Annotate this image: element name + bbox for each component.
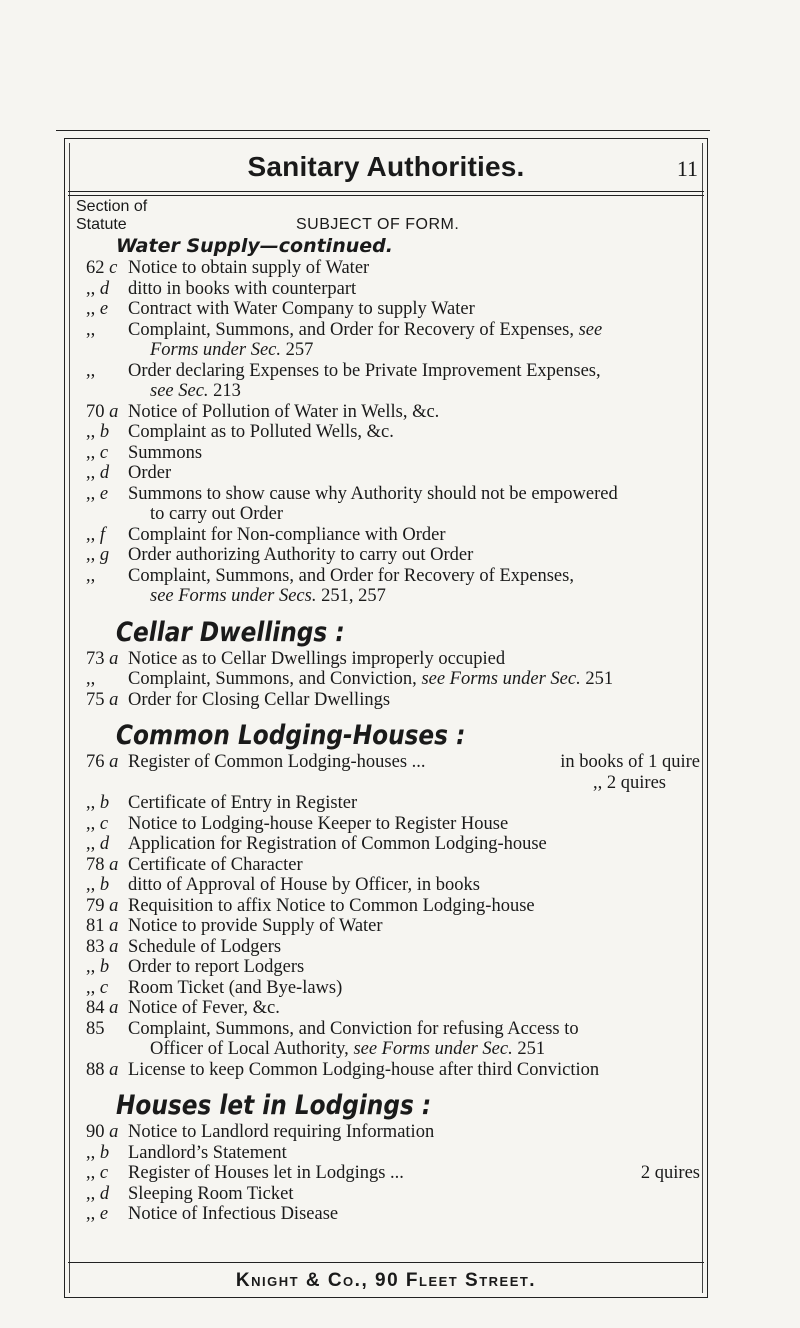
statute-subsection: a xyxy=(109,854,119,875)
form-entry xyxy=(76,320,700,361)
statute-subsection: c xyxy=(99,813,109,834)
form-entry xyxy=(76,279,700,300)
statute-ref: ,, b xyxy=(86,875,110,895)
statute-subsection: d xyxy=(99,463,110,483)
entry-text: Notice of Infectious Disease xyxy=(128,1204,339,1224)
statute-subsection: c xyxy=(99,1163,109,1183)
entry-ref-number: 251, 257 xyxy=(321,586,386,606)
entry-italic: see Sec. xyxy=(150,381,209,401)
entry-continuation xyxy=(128,586,700,607)
statute-subsection: a xyxy=(109,689,119,710)
statute-subsection: b xyxy=(99,875,110,895)
entry-italic: see xyxy=(578,319,603,340)
form-entry xyxy=(76,834,700,855)
statute-ref: 78 a xyxy=(86,854,119,875)
form-entry xyxy=(76,463,700,484)
entry-text: Certificate of Entry in Register xyxy=(128,793,358,813)
form-subject xyxy=(128,545,700,566)
column-section-label: Section of xyxy=(76,198,148,215)
entry-text: Order declaring Expenses to be Private Improvement Expenses, xyxy=(128,360,601,381)
form-subject xyxy=(128,998,700,1019)
entry-text: Register of Houses let in Lodgings ... xyxy=(128,1163,404,1183)
form-subject xyxy=(128,320,700,361)
statute-subsection: b xyxy=(99,957,110,977)
form-entry xyxy=(76,875,700,896)
section-heading: Common Lodging-Houses : xyxy=(116,720,466,751)
form-subject xyxy=(128,1122,700,1143)
page-title: Sanitary Authorities. xyxy=(247,151,525,182)
form-subject xyxy=(128,1019,700,1060)
entry-ref-number: 213 xyxy=(213,381,241,401)
form-entry xyxy=(76,484,700,525)
form-subject xyxy=(128,1184,700,1205)
statute-ref: ,, c xyxy=(86,813,109,834)
column-headers xyxy=(76,216,700,234)
form-entry xyxy=(76,855,700,876)
statute-ref: 79 a xyxy=(86,895,119,916)
entry-text: Complaint, Summons, and Order for Recovery of Expenses, xyxy=(128,565,574,586)
form-subject xyxy=(128,690,700,711)
statute-subsection: d xyxy=(99,1183,110,1204)
column-subject-label: SUBJECT OF FORM. xyxy=(296,216,460,233)
form-entry xyxy=(76,1122,700,1143)
form-entry xyxy=(76,814,700,835)
statute-ref: ,, b xyxy=(86,1142,110,1163)
entry-text: Complaint, Summons, and Conviction, xyxy=(128,669,417,689)
entry-text: Notice of Fever, &c. xyxy=(128,998,280,1018)
statute-ref: ,, b xyxy=(86,422,110,442)
footer-rule xyxy=(68,1262,704,1263)
statute-ref: ,, d xyxy=(86,278,110,299)
entry-quantity-ditto: ,, 2 quires xyxy=(593,772,666,793)
entry-text: Application for Registration of Common Lodging-house xyxy=(128,834,547,854)
statute-subsection: f xyxy=(99,524,106,545)
entry-ref-number: 251 xyxy=(585,669,614,689)
statute-subsection: c xyxy=(99,977,109,998)
form-subject xyxy=(128,422,700,443)
form-subject xyxy=(128,361,700,402)
form-list xyxy=(76,198,700,1225)
entry-italic: Forms under Sec. xyxy=(150,340,282,360)
statute-subsection: b xyxy=(99,793,110,813)
form-subject xyxy=(128,875,700,896)
statute-subsection: c xyxy=(99,442,109,463)
statute-ref: ,, c xyxy=(86,1163,109,1183)
statute-subsection: a xyxy=(109,916,119,936)
section-heading: Cellar Dwellings : xyxy=(116,616,345,648)
statute-ref: ,, xyxy=(86,565,96,586)
entry-text: Register of Common Lodging-houses ... xyxy=(128,752,426,772)
entry-text: ditto of Approval of House by Officer, in books xyxy=(128,875,480,895)
entry-ref-number: 257 xyxy=(285,340,314,360)
entry-text: Notice to obtain supply of Water xyxy=(128,258,370,278)
entry-text: Summons xyxy=(128,442,203,463)
entry-text: ditto in books with counterpart xyxy=(128,278,357,299)
entry-text: Order authorizing Authority to carry out Order xyxy=(128,545,474,565)
column-statute-label: Statute xyxy=(76,216,127,233)
entry-text: Room Ticket (and Bye-laws) xyxy=(128,977,343,998)
form-subject xyxy=(128,896,700,917)
form-subject xyxy=(128,1060,700,1081)
form-subject xyxy=(128,258,700,279)
form-subject xyxy=(128,1143,700,1164)
form-subject xyxy=(128,937,700,958)
entry-text: Requisition to affix Notice to Common Lodging-house xyxy=(128,895,535,916)
statute-subsection: b xyxy=(99,422,110,442)
form-entry xyxy=(76,545,700,566)
form-entry xyxy=(76,566,700,607)
statute-ref: 76 a xyxy=(86,752,119,772)
entry-quantity: 2 quires xyxy=(640,1163,700,1183)
entry-ref-number: 251 xyxy=(517,1039,546,1059)
statute-ref: 70 a xyxy=(86,401,119,422)
entry-text: Schedule of Lodgers xyxy=(128,936,282,957)
page-number: 11 xyxy=(676,156,698,181)
form-entry xyxy=(76,793,700,814)
form-subject xyxy=(128,669,700,690)
form-entry xyxy=(76,896,700,917)
form-entry xyxy=(76,1019,700,1060)
entry-line xyxy=(128,1163,700,1184)
statute-ref: ,, b xyxy=(86,957,110,977)
form-entry xyxy=(76,443,700,464)
form-subject xyxy=(128,793,700,814)
statute-subsection: a xyxy=(109,1122,119,1142)
entry-text: Complaint for Non-compliance with Order xyxy=(128,524,446,545)
entry-text: Complaint, Summons, and Conviction for refusing Access to xyxy=(128,1018,579,1039)
statute-ref: 90 a xyxy=(86,1122,119,1142)
sections-container xyxy=(76,234,700,1225)
statute-subsection: a xyxy=(109,936,119,957)
form-entry xyxy=(76,916,700,937)
statute-ref: ,, d xyxy=(86,463,110,483)
statute-ref: ,, g xyxy=(86,545,110,565)
statute-subsection: e xyxy=(99,483,109,504)
page-header xyxy=(64,144,708,190)
statute-subsection: e xyxy=(99,299,109,319)
form-subject xyxy=(128,834,700,855)
form-subject xyxy=(128,463,700,484)
entry-text: Notice of Pollution of Water in Wells, &c. xyxy=(128,401,440,422)
statute-subsection: a xyxy=(109,998,119,1018)
statute-ref: ,, d xyxy=(86,834,110,854)
form-subject xyxy=(128,525,700,546)
form-subject xyxy=(128,957,700,978)
statute-ref: 83 a xyxy=(86,936,119,957)
form-entry xyxy=(76,525,700,546)
statute-subsection: g xyxy=(99,545,110,565)
statute-ref: 75 a xyxy=(86,689,119,710)
statute-ref: 88 a xyxy=(86,1059,119,1080)
form-entry xyxy=(76,1184,700,1205)
form-entry xyxy=(76,978,700,999)
entry-text: Order xyxy=(128,463,172,483)
form-subject xyxy=(128,299,700,320)
entry-text: Contract with Water Company to supply Water xyxy=(128,299,475,319)
statute-ref: 81 a xyxy=(86,916,119,936)
form-subject xyxy=(128,402,700,423)
form-entry xyxy=(76,1060,700,1081)
section-heading: Water Supply—continued. xyxy=(116,235,393,257)
page-footer: Knight & Co., 90 Fleet Street. xyxy=(235,1270,537,1291)
statute-subsection: a xyxy=(109,648,119,669)
statute-subsection: a xyxy=(109,1059,119,1080)
entry-continuation xyxy=(128,340,700,361)
statute-ref: 84 a xyxy=(86,998,119,1018)
statute-ref: ,, xyxy=(86,319,96,340)
form-subject xyxy=(128,566,700,607)
statute-subsection: a xyxy=(109,752,119,772)
form-entry xyxy=(76,258,700,279)
statute-subsection: a xyxy=(109,401,119,422)
statute-ref: ,, xyxy=(86,360,96,381)
form-entry xyxy=(76,402,700,423)
form-subject xyxy=(128,916,700,937)
statute-ref: ,, f xyxy=(86,524,106,545)
statute-ref: ,, c xyxy=(86,442,109,463)
form-entry xyxy=(76,1143,700,1164)
statute-subsection: d xyxy=(99,834,110,854)
statute-ref: ,, b xyxy=(86,793,110,813)
form-entry xyxy=(76,649,700,670)
header-rule-2 xyxy=(68,195,704,196)
entry-text: Order to report Lodgers xyxy=(128,957,305,977)
entry-text: Complaint as to Polluted Wells, &c. xyxy=(128,422,394,442)
form-entry xyxy=(76,937,700,958)
entry-text: Notice to Landlord requiring Information xyxy=(128,1122,435,1142)
statute-ref: 85 xyxy=(86,1018,105,1039)
statute-ref: ,, xyxy=(86,669,96,689)
entry-continuation xyxy=(128,381,700,402)
form-entry xyxy=(76,669,700,690)
section-heading: Houses let in Lodgings : xyxy=(116,1090,432,1121)
statute-ref: ,, e xyxy=(86,1204,109,1224)
statute-ref: ,, e xyxy=(86,299,109,319)
entry-text: Notice as to Cellar Dwellings improperly occupied xyxy=(128,648,506,669)
top-border xyxy=(56,130,710,131)
entry-text: Notice to provide Supply of Water xyxy=(128,916,383,936)
entry-text: Certificate of Character xyxy=(128,854,303,875)
form-subject xyxy=(128,443,700,464)
entry-text: Complaint, Summons, and Order for Recovery of Expenses, xyxy=(128,319,574,340)
entry-italic: see Forms under Secs. xyxy=(150,586,317,606)
statute-subsection: d xyxy=(99,278,110,299)
entry-continuation-text: Officer of Local Authority, xyxy=(150,1039,349,1059)
header-rule xyxy=(68,191,704,192)
form-entry xyxy=(76,1204,700,1225)
statute-ref: ,, e xyxy=(86,483,109,504)
form-entry xyxy=(76,752,700,793)
form-entry xyxy=(76,998,700,1019)
form-subject xyxy=(128,752,700,793)
entry-line xyxy=(128,752,700,773)
entry-text: Notice to Lodging-house Keeper to Register House xyxy=(128,813,509,834)
form-subject xyxy=(128,1204,700,1225)
statute-ref: ,, c xyxy=(86,977,109,998)
form-entry xyxy=(76,690,700,711)
statute-subsection: c xyxy=(109,258,118,278)
form-subject xyxy=(128,484,700,525)
form-subject xyxy=(128,855,700,876)
entry-text: Sleeping Room Ticket xyxy=(128,1183,294,1204)
entry-continuation: to carry out Order xyxy=(150,504,284,524)
entry-text: Order for Closing Cellar Dwellings xyxy=(128,689,391,710)
form-subject xyxy=(128,1163,700,1184)
form-entry xyxy=(76,1163,700,1184)
entry-italic: see Forms under Sec. xyxy=(421,669,581,689)
statute-ref: ,, d xyxy=(86,1183,110,1204)
statute-subsection: b xyxy=(99,1142,110,1163)
entry-text: Summons to show cause why Authority should not be empowered xyxy=(128,483,618,504)
form-entry xyxy=(76,361,700,402)
entry-quantity: in books of 1 quire xyxy=(560,752,700,772)
form-subject xyxy=(128,649,700,670)
form-subject xyxy=(128,978,700,999)
statute-subsection: a xyxy=(109,895,119,916)
entry-italic: see Forms under Sec. xyxy=(353,1039,513,1059)
entry-text: Landlord’s Statement xyxy=(128,1142,287,1163)
statute-ref: 73 a xyxy=(86,648,119,669)
entry-text: License to keep Common Lodging-house after third Conviction xyxy=(128,1059,600,1080)
form-entry xyxy=(76,299,700,320)
entry-continuation xyxy=(128,1039,700,1060)
form-subject xyxy=(128,814,700,835)
form-entry xyxy=(76,422,700,443)
form-subject xyxy=(128,279,700,300)
statute-ref: 62 c xyxy=(86,258,118,278)
form-entry xyxy=(76,957,700,978)
statute-subsection: e xyxy=(99,1204,109,1224)
